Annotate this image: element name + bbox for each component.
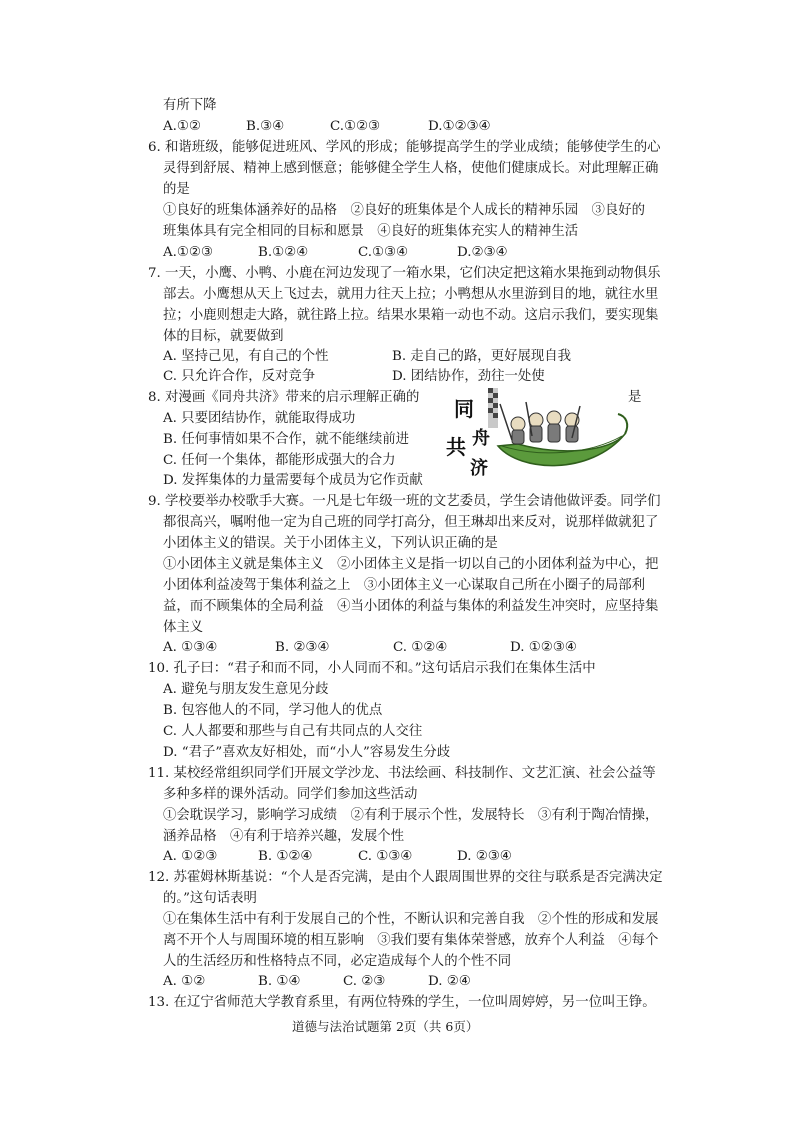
q8-option-a: A. 只要团结协作，就能取得成功 [163, 411, 356, 426]
q9-statement-line: 益，而不顾集体的全局利益 ④当小团体的利益与集体的利益发生冲突时，应坚持集 [163, 599, 659, 614]
q8-option-d: D. 发挥集体的力量需要每个成员为它作贡献 [163, 473, 423, 488]
q6-option-a: A.①②③ [163, 245, 213, 260]
q10-option-a: A. 避免与朋友发生意见分歧 [163, 682, 329, 697]
q7-stem-line: 体的目标，就要做到 [163, 329, 284, 344]
comic-title-char-4: 济 [470, 458, 488, 479]
q6-stem-line: 灵得到舒展、精神上感到惬意；能够健全学生人格，使他们健康成长。对此理解正确 [163, 161, 659, 176]
q5-option-c: C.①②③ [330, 119, 381, 134]
q6-option-b: B.①②④ [258, 245, 309, 260]
q9-option-b: B. ②③④ [275, 640, 330, 655]
q7-stem-line: 拉；小鹿则想走大路，就往路上拉。结果水果箱一动也不动。这启示我们，要实现集 [163, 308, 659, 323]
q10-stem: 10. 孔子曰：“君子和而不同，小人同而不和。”这句话启示我们在集体生活中 [148, 661, 596, 676]
q6-stem-line: 6. 和谐班级，能够促进班风、学风的形成；能够提高学生的学业成绩；能够使学生的心 [148, 140, 661, 155]
q12-option-d: D. ②④ [428, 974, 471, 989]
q9-option-c: C. ①②④ [393, 640, 448, 655]
comic-title-char-1: 同 [454, 397, 474, 421]
q6-statement-line: 班集体具有完全相同的目标和愿景 ④良好的班集体充实人的精神生活 [163, 224, 579, 239]
comic-title-char-3: 共 [446, 435, 466, 459]
comic-image [440, 384, 636, 480]
q12-statement-line: 离不开个人与周围环境的相互影响 ③我们要有集体荣誉感，放弃个人利益 ④每个 [163, 933, 659, 948]
q7-option-b: B. 走自己的路，更好展现自我 [392, 349, 572, 364]
q11-statement-line: 涵养品格 ④有利于培养兴趣，发展个性 [163, 829, 405, 844]
q8-option-b: B. 任何事情如果不合作，就不能继续前进 [163, 432, 409, 447]
q6-statement-line: ①良好的班集体涵养好的品格 ②良好的班集体是个人成长的精神乐园 ③良好的 [163, 203, 646, 218]
q12-stem-line: 的。”这句话表明 [163, 891, 257, 906]
q7-option-d: D. 团结协作，劲往一处使 [392, 369, 545, 384]
q5-option-d: D.①②③④ [428, 119, 491, 134]
q6-option-d: D.②③④ [457, 245, 508, 260]
q12-option-c: C. ②③ [343, 974, 386, 989]
q9-option-d: D. ①②③④ [510, 640, 577, 655]
q6-option-c: C.①③④ [358, 245, 409, 260]
q5-option-a: A.①② [163, 119, 201, 134]
q8-option-c: C. 任何一个集体，都能形成强大的合力 [163, 453, 396, 468]
q9-stem-line: 小团体主义的错误。关于小团体主义，下列认识正确的是 [163, 536, 498, 551]
q5-continuation: 有所下降 [163, 98, 217, 113]
q11-option-c: C. ①③④ [358, 849, 413, 864]
q11-stem-line: 多种多样的课外活动。同学们参加这些活动 [163, 787, 418, 802]
q12-option-a: A. ①② [163, 974, 206, 989]
q11-option-d: D. ②③④ [457, 849, 512, 864]
q7-option-c: C. 只允许合作，反对竞争 [163, 369, 316, 384]
q7-option-a: A. 坚持己见，有自己的个性 [163, 349, 329, 364]
q7-stem-line: 部去。小鹰想从天上飞过去，就用力往天上拉；小鸭想从水里游到目的地，就往水里 [163, 287, 659, 302]
q9-statement-line: 体主义 [163, 620, 204, 635]
q9-stem-line: 9. 学校要举办校歌手大赛。一凡是七年级一班的文艺委员，学生会请他做评委。同学们 [148, 494, 661, 509]
q9-option-a: A. ①③④ [163, 640, 218, 655]
q11-stem-line: 11. 某校经常组织同学们开展文学沙龙、书法绘画、科技制作、文艺汇演、社会公益等 [148, 766, 656, 781]
q12-option-b: B. ①④ [258, 974, 301, 989]
q10-option-c: C. 人人都要和那些与自己有共同点的人交往 [163, 724, 423, 739]
q10-option-d: D. “君子”喜欢友好相处，而“小人”容易发生分歧 [163, 745, 451, 760]
q8-stem-end: 是 [628, 390, 642, 405]
q8-stem: 8. 对漫画《同舟共济》带来的启示理解正确的 [148, 390, 420, 405]
q12-statement-line: 人的生活经历和性格特点不同，必定造成每个人的个性不同 [163, 954, 512, 969]
q9-statement-line: 小团体利益凌驾于集体利益之上 ③小团体主义一心谋取自己所在小圈子的局部利 [163, 578, 646, 593]
q11-option-b: B. ①②④ [258, 849, 313, 864]
q11-statement-line: ①会耽误学习，影响学习成绩 ②有利于展示个性，发展特长 ③有利于陶冶情操， [163, 808, 659, 823]
q5-option-b: B.③④ [246, 119, 285, 134]
q13-stem: 13. 在辽宁省师范大学教育系里，有两位特殊的学生，一位叫周婷婷，另一位叫王铮。 [148, 995, 656, 1010]
q12-statement-line: ①在集体生活中有利于发展自己的个性，不断认识和完善自我 ②个性的形成和发展 [163, 912, 659, 927]
q10-option-b: B. 包容他人的不同，学习他人的优点 [163, 703, 383, 718]
q7-stem-line: 7. 一天，小鹰、小鸭、小鹿在河边发现了一箱水果，它们决定把这箱水果拖到动物俱乐 [148, 266, 661, 281]
q12-stem-line: 12. 苏霍姆林斯基说：“个人是否完满，是由个人跟周围世界的交往与联系是否完满决定 [148, 870, 663, 885]
q11-option-a: A. ①②③ [163, 849, 218, 864]
q9-stem-line: 都很高兴，嘱咐他一定为自己班的同学打高分，但王琳却出来反对，说那样做就犯了 [163, 515, 659, 530]
q6-stem-line: 的是 [163, 182, 190, 197]
page-footer: 道德与法治试题第 2页（共 6页） [292, 1019, 479, 1034]
comic-title-char-2: 舟 [472, 428, 490, 449]
q9-statement-line: ①小团体主义就是集体主义 ②小团体主义是指一切以自己的小团体利益为中心，把 [163, 557, 659, 572]
